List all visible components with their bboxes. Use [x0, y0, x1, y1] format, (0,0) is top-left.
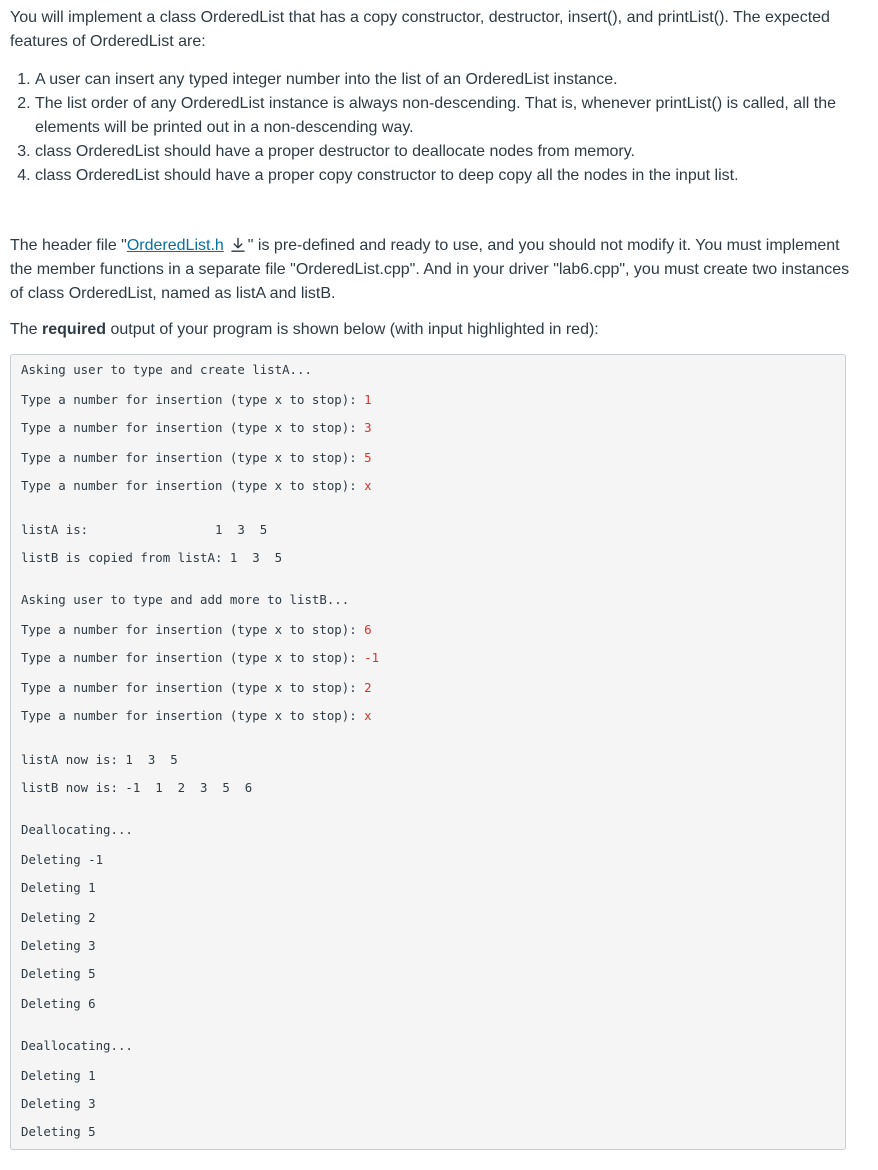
user-input: 5 — [364, 450, 372, 465]
download-icon[interactable] — [230, 237, 246, 253]
prompt-line: Type a number for insertion (type x to stop): 3 — [21, 420, 372, 435]
code-line: Deleting 2 — [21, 910, 96, 925]
prompt-line: Type a number for insertion (type x to stop): x — [21, 478, 372, 493]
code-line: Deleting 1 — [21, 1068, 96, 1083]
user-input: 6 — [364, 622, 372, 637]
feature-item: 3. class OrderedList should have a proper destructor to deallocate nodes from memory. — [35, 140, 850, 164]
assignment-body — [10, 6, 850, 342]
code-line: listA is: 1 3 5 — [21, 522, 268, 537]
prompt-line: Type a number for insertion (type x to stop): 2 — [21, 680, 372, 695]
code-line: Deleting -1 — [21, 852, 104, 867]
user-input: 3 — [364, 420, 372, 435]
prompt-line: Type a number for insertion (type x to stop): 1 — [21, 392, 372, 407]
user-input: x — [364, 478, 372, 493]
code-line: listA now is: 1 3 5 — [21, 752, 178, 767]
code-line: Deleting 3 — [21, 1096, 96, 1111]
header-text-before: The header file " — [10, 237, 127, 254]
code-line: Deallocating... — [21, 1038, 133, 1053]
code-line: Deleting 6 — [21, 996, 96, 1011]
code-line: listB is copied from listA: 1 3 5 — [21, 550, 283, 565]
required-emphasis: required — [42, 321, 107, 338]
header-file-link[interactable]: OrderedList.h — [126, 237, 224, 254]
feature-item: 2. The list order of any OrderedList instance is always non-descending. That is, whenever printList() is called, all the elements will be printed out in a non-descending way. — [35, 92, 850, 140]
header-text-after: " is pre-defined and ready to use, and you should not modify it. You must implement the member functions in a separate file "OrderedList.cpp". And in your driver "lab6.cpp", you must create two instances of class OrderedList, named as listA and listB. — [10, 237, 850, 302]
code-line: Deleting 1 — [21, 880, 96, 895]
prompt-line: Type a number for insertion (type x to stop): 5 — [21, 450, 372, 465]
required-output-paragraph: The required output of your program is shown below (with input highlighted in red): — [10, 321, 599, 338]
features-list — [10, 68, 850, 188]
header-file-paragraph — [10, 234, 850, 306]
code-line: Deleting 5 — [21, 966, 96, 981]
feature-item: 4. class OrderedList should have a proper copy constructor to deep copy all the nodes in the input list. — [35, 164, 850, 188]
sample-output-block — [10, 354, 846, 1150]
user-input: -1 — [364, 650, 380, 665]
prompt-line: Type a number for insertion (type x to stop): 6 — [21, 622, 372, 637]
code-line: Asking user to type and add more to listB... — [21, 592, 350, 607]
prompt-line: Type a number for insertion (type x to stop): -1 — [21, 650, 380, 665]
feature-item: 1. A user can insert any typed integer number into the list of an OrderedList instance. — [35, 68, 850, 92]
code-line: Deleting 5 — [21, 1124, 96, 1139]
code-line: Asking user to type and create listA... — [21, 362, 312, 377]
user-input: 1 — [364, 392, 372, 407]
user-input: 2 — [364, 680, 372, 695]
intro-paragraph: You will implement a class OrderedList that has a copy constructor, destructor, insert(), and printList(). The expected features of OrderedList are: — [10, 9, 830, 50]
code-line: Deleting 3 — [21, 938, 96, 953]
prompt-line: Type a number for insertion (type x to stop): x — [21, 708, 372, 723]
code-line: listB now is: -1 1 2 3 5 6 — [21, 780, 253, 795]
code-line: Deallocating... — [21, 822, 133, 837]
user-input: x — [364, 708, 372, 723]
